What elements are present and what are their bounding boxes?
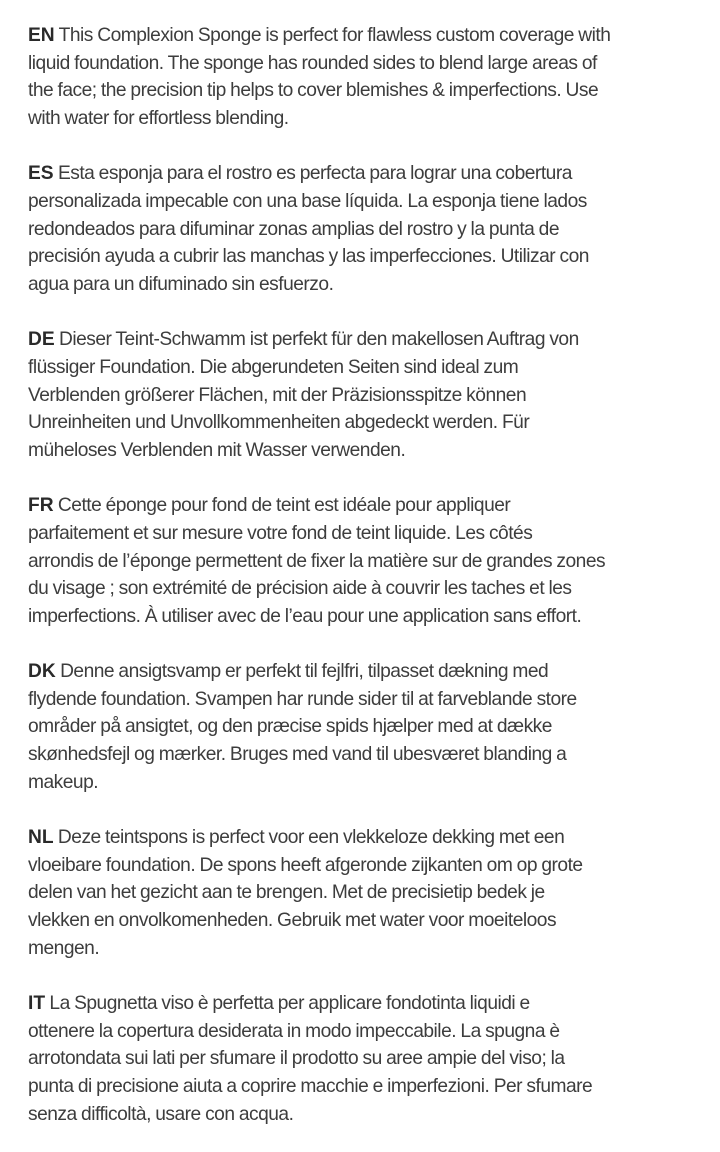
text-line: delen van het gezicht aan te brengen. Met de precisietip bedek je (28, 882, 545, 904)
text-line: liquid foundation. The sponge has rounded sides to blend large areas of (28, 52, 597, 74)
text-line: NL Deze teintspons is perfect voor een vlekkeloze dekking met een (28, 827, 565, 849)
text-line: makeup. (28, 771, 99, 793)
text-line: mengen. (28, 937, 100, 959)
section-dk (28, 658, 696, 796)
text-line: imperfections. À utiliser avec de l’eau pour une application sans effort. (28, 605, 582, 627)
text-line: redondeados para difuminar zonas amplias del rostro y la punta de (28, 218, 560, 240)
text-line: du visage ; son extrémité de précision aide à couvrir les taches et les (28, 578, 572, 600)
text-line: Verblenden größerer Flächen, mit der Präzisionsspitze können (28, 384, 527, 406)
language-code: DE (28, 329, 55, 351)
text-line: flydende foundation. Svampen har runde sider til at farveblande store (28, 688, 577, 710)
section-fr (28, 492, 696, 630)
text-line: ottenere la copertura desiderata in modo impeccabile. La spugna è (28, 1020, 560, 1042)
language-code: EN (28, 25, 55, 46)
language-code: ES (28, 163, 54, 185)
text-line: the face; the precision tip helps to cover blemishes & imperfections. Use (28, 80, 599, 102)
text-line: with water for effortless blending. (28, 107, 289, 129)
text-line: områder på ansigtet, og den præcise spids hjælper med at dække (28, 716, 552, 738)
text-line: flüssiger Foundation. Die abgerundeten Seiten sind ideal zum (28, 356, 519, 378)
language-code: FR (28, 495, 54, 517)
text-line: ES Esta esponja para el rostro es perfecta para lograr una cobertura (28, 163, 572, 185)
text-line: skønhedsfejl og mærker. Bruges med vand til ubesværet blanding a (28, 744, 567, 766)
text-line: DK Denne ansigtsvamp er perfekt til fejlfri, tilpasset dækning med (28, 661, 549, 683)
text-line: personalizada impecable con una base líquida. La esponja tiene lados (28, 190, 587, 212)
language-code: IT (28, 993, 46, 1015)
section-en (28, 22, 696, 132)
language-code: NL (28, 827, 54, 849)
language-code: DK (28, 661, 56, 683)
text-line: arrondis de l’éponge permettent de fixer la matière sur de grandes zones (28, 550, 606, 572)
text-line: FR Cette éponge pour fond de teint est idéale pour appliquer (28, 495, 511, 517)
text-line: agua para un difuminado sin esfuerzo. (28, 273, 334, 295)
text-line: müheloses Verblenden mit Wasser verwenden. (28, 439, 406, 461)
text-line: senza difficoltà, usare con acqua. (28, 1103, 294, 1125)
section-es (28, 160, 696, 298)
text-line: IT La Spugnetta viso è perfetta per applicare fondotinta liquidi e (28, 993, 530, 1015)
section-de (28, 326, 696, 464)
text-line: punta di precisione aiuta a coprire macchie e imperfezioni. Per sfumare (28, 1076, 593, 1097)
text-line: EN This Complexion Sponge is perfect for flawless custom coverage with (28, 25, 611, 46)
text-line: Unreinheiten und Unvollkommenheiten abgedeckt werden. Für (28, 412, 530, 434)
text-line: arrotondata sui lati per sfumare il prodotto su aree ampie del viso; la (28, 1048, 565, 1070)
text-line: parfaitement et sur mesure votre fond de teint liquide. Les côtés (28, 522, 533, 544)
section-nl (28, 824, 696, 962)
text-line: vloeibare foundation. De spons heeft afgeronde zijkanten om op grote (28, 854, 583, 876)
text-line: vlekken en onvolkomenheden. Gebruik met water voor moeiteloos (28, 910, 557, 932)
section-it (28, 990, 696, 1128)
text-line: precisión ayuda a cubrir las manchas y las imperfecciones. Utilizar con (28, 246, 589, 268)
text-line: DE Dieser Teint-Schwamm ist perfekt für den makellosen Auftrag von (28, 329, 579, 351)
